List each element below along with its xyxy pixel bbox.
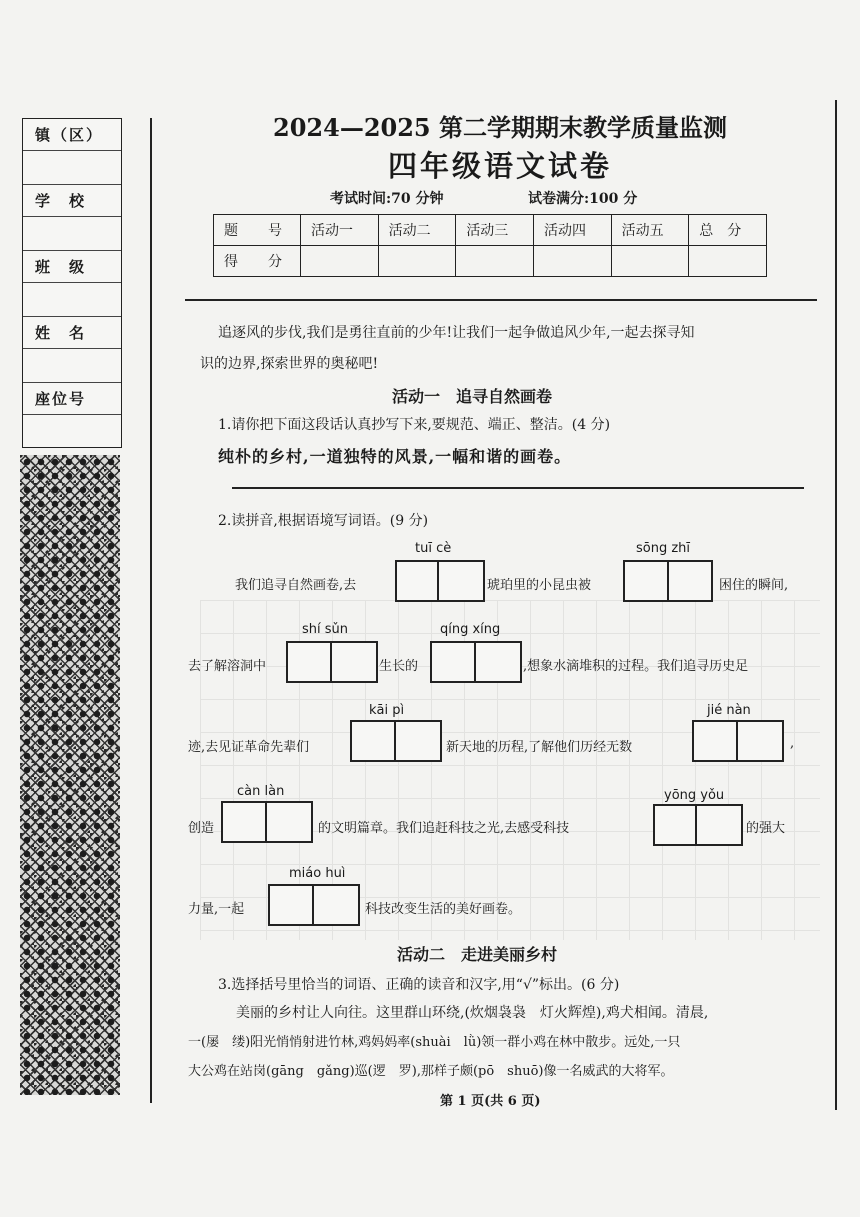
table-cell: 活动一 <box>301 215 379 246</box>
passage-line-1: 美丽的乡村让人向往。这里群山环绕,(炊烟袅袅 灯火辉煌),鸡犬相闻。清晨, <box>236 1005 709 1021</box>
pinyin-kaipi: kāi pì <box>369 703 405 718</box>
seat-field[interactable] <box>23 415 121 448</box>
passage-text: , <box>790 736 795 751</box>
score-table-score-row <box>214 246 767 277</box>
passage-text: 的强大 <box>746 821 786 836</box>
table-cell: 总 分 <box>689 215 767 246</box>
score-cell[interactable] <box>456 246 534 277</box>
answer-box-songzhi[interactable] <box>623 560 713 602</box>
question-1: 1.请你把下面这段话认真抄写下来,要规范、端正、整洁。(4 分) <box>218 417 611 433</box>
pinyin-jienan: jié nàn <box>707 703 751 718</box>
pinyin-songzhi: sōng zhī <box>636 541 691 556</box>
score-table <box>213 214 767 277</box>
name-label: 姓 名 <box>23 317 121 349</box>
passage-text: 我们追寻自然画卷,去 <box>235 578 357 593</box>
score-cell[interactable] <box>689 246 767 277</box>
name-field[interactable] <box>23 349 121 383</box>
divider <box>185 299 817 301</box>
right-border-line <box>835 100 837 1110</box>
passage-line-3: 大公鸡在站岗(gāng gǎng)巡(逻 罗),那样子颇(pō shuō)像一名威武的大将军。 <box>188 1064 674 1079</box>
full-score: 试卷满分:100 分 <box>528 191 638 207</box>
passage-text: 困住的瞬间, <box>719 578 789 593</box>
school-label: 学 校 <box>23 185 121 217</box>
passage-text: 琥珀里的小昆虫被 <box>487 578 592 593</box>
passage-text: 新天地的历程,了解他们历经无数 <box>446 740 633 755</box>
binding-line <box>150 118 152 1103</box>
activity-1-title: 活动一 追寻自然画卷 <box>392 387 553 406</box>
passage-text: 的文明篇章。我们追赶科技之光,去感受科技 <box>318 821 570 836</box>
activity-2-title: 活动二 走进美丽乡村 <box>397 945 558 964</box>
pinyin-qingxing: qíng xíng <box>440 622 501 637</box>
pinyin-shisun: shí sǔn <box>302 622 349 637</box>
pinyin-yongyou: yōng yǒu <box>664 788 725 803</box>
question-3: 3.选择括号里恰当的词语、正确的读音和汉字,用“√”标出。(6 分) <box>218 977 620 993</box>
answer-box-shisun[interactable] <box>286 641 378 683</box>
pinyin-miaohui: miáo huì <box>289 866 346 881</box>
class-label: 班 级 <box>23 251 121 283</box>
pinyin-tuice: tuī cè <box>415 541 452 556</box>
intro-line-2: 识的边界,探索世界的奥秘吧! <box>200 356 379 372</box>
passage-text: 生长的 <box>379 659 419 674</box>
answer-box-tuice[interactable] <box>395 560 485 602</box>
score-cell[interactable] <box>533 246 611 277</box>
table-cell: 题 号 <box>214 215 301 246</box>
class-field[interactable] <box>23 283 121 317</box>
question-2: 2.读拼音,根据语境写词语。(9 分) <box>218 513 429 529</box>
exam-time: 考试时间:70 分钟 <box>330 191 444 207</box>
table-cell: 活动二 <box>378 215 456 246</box>
score-table-header-row <box>214 215 767 246</box>
table-cell: 活动四 <box>533 215 611 246</box>
passage-line-2: 一(屡 缕)阳光悄悄射进竹林,鸡妈妈率(shuài lǜ)领一群小鸡在林中散步。远处,一只 <box>188 1035 681 1050</box>
school-field[interactable] <box>23 217 121 251</box>
town-label: 镇（区） <box>23 119 121 151</box>
answer-box-yongyou[interactable] <box>653 804 743 846</box>
exam-title: 2024—2025 第二学期期末教学质量监测 <box>273 113 727 142</box>
answer-box-miaohui[interactable] <box>268 884 360 926</box>
passage-text: 迹,去见证革命先辈们 <box>188 740 310 755</box>
passage-text: 去了解溶洞中 <box>188 659 267 674</box>
answer-box-jienan[interactable] <box>692 720 784 762</box>
passage-text: 科技改变生活的美好画卷。 <box>365 902 522 917</box>
table-cell: 得 分 <box>214 246 301 277</box>
table-cell: 活动五 <box>611 215 689 246</box>
page-number: 第 1 页(共 6 页) <box>440 1094 541 1109</box>
answer-box-qingxing[interactable] <box>430 641 522 683</box>
exam-subtitle: 四年级语文试卷 <box>387 149 612 183</box>
pinyin-canlan: càn làn <box>237 784 285 799</box>
passage-text: 力量,一起 <box>188 902 245 917</box>
passage-text: 创造 <box>188 821 215 836</box>
table-cell: 活动三 <box>456 215 534 246</box>
seat-label: 座位号 <box>23 383 121 415</box>
passage-text: ,想象水滴堆积的过程。我们追寻历史足 <box>523 659 749 674</box>
seal-line-pattern <box>20 455 120 1095</box>
answer-box-canlan[interactable] <box>221 801 313 843</box>
score-cell[interactable] <box>611 246 689 277</box>
copy-text: 纯朴的乡村,一道独特的风景,一幅和谐的画卷。 <box>218 447 572 466</box>
score-cell[interactable] <box>301 246 379 277</box>
intro-line-1: 追逐风的步伐,我们是勇往直前的少年!让我们一起争做追风少年,一起去探寻知 <box>218 325 695 341</box>
answer-box-kaipi[interactable] <box>350 720 442 762</box>
score-cell[interactable] <box>378 246 456 277</box>
